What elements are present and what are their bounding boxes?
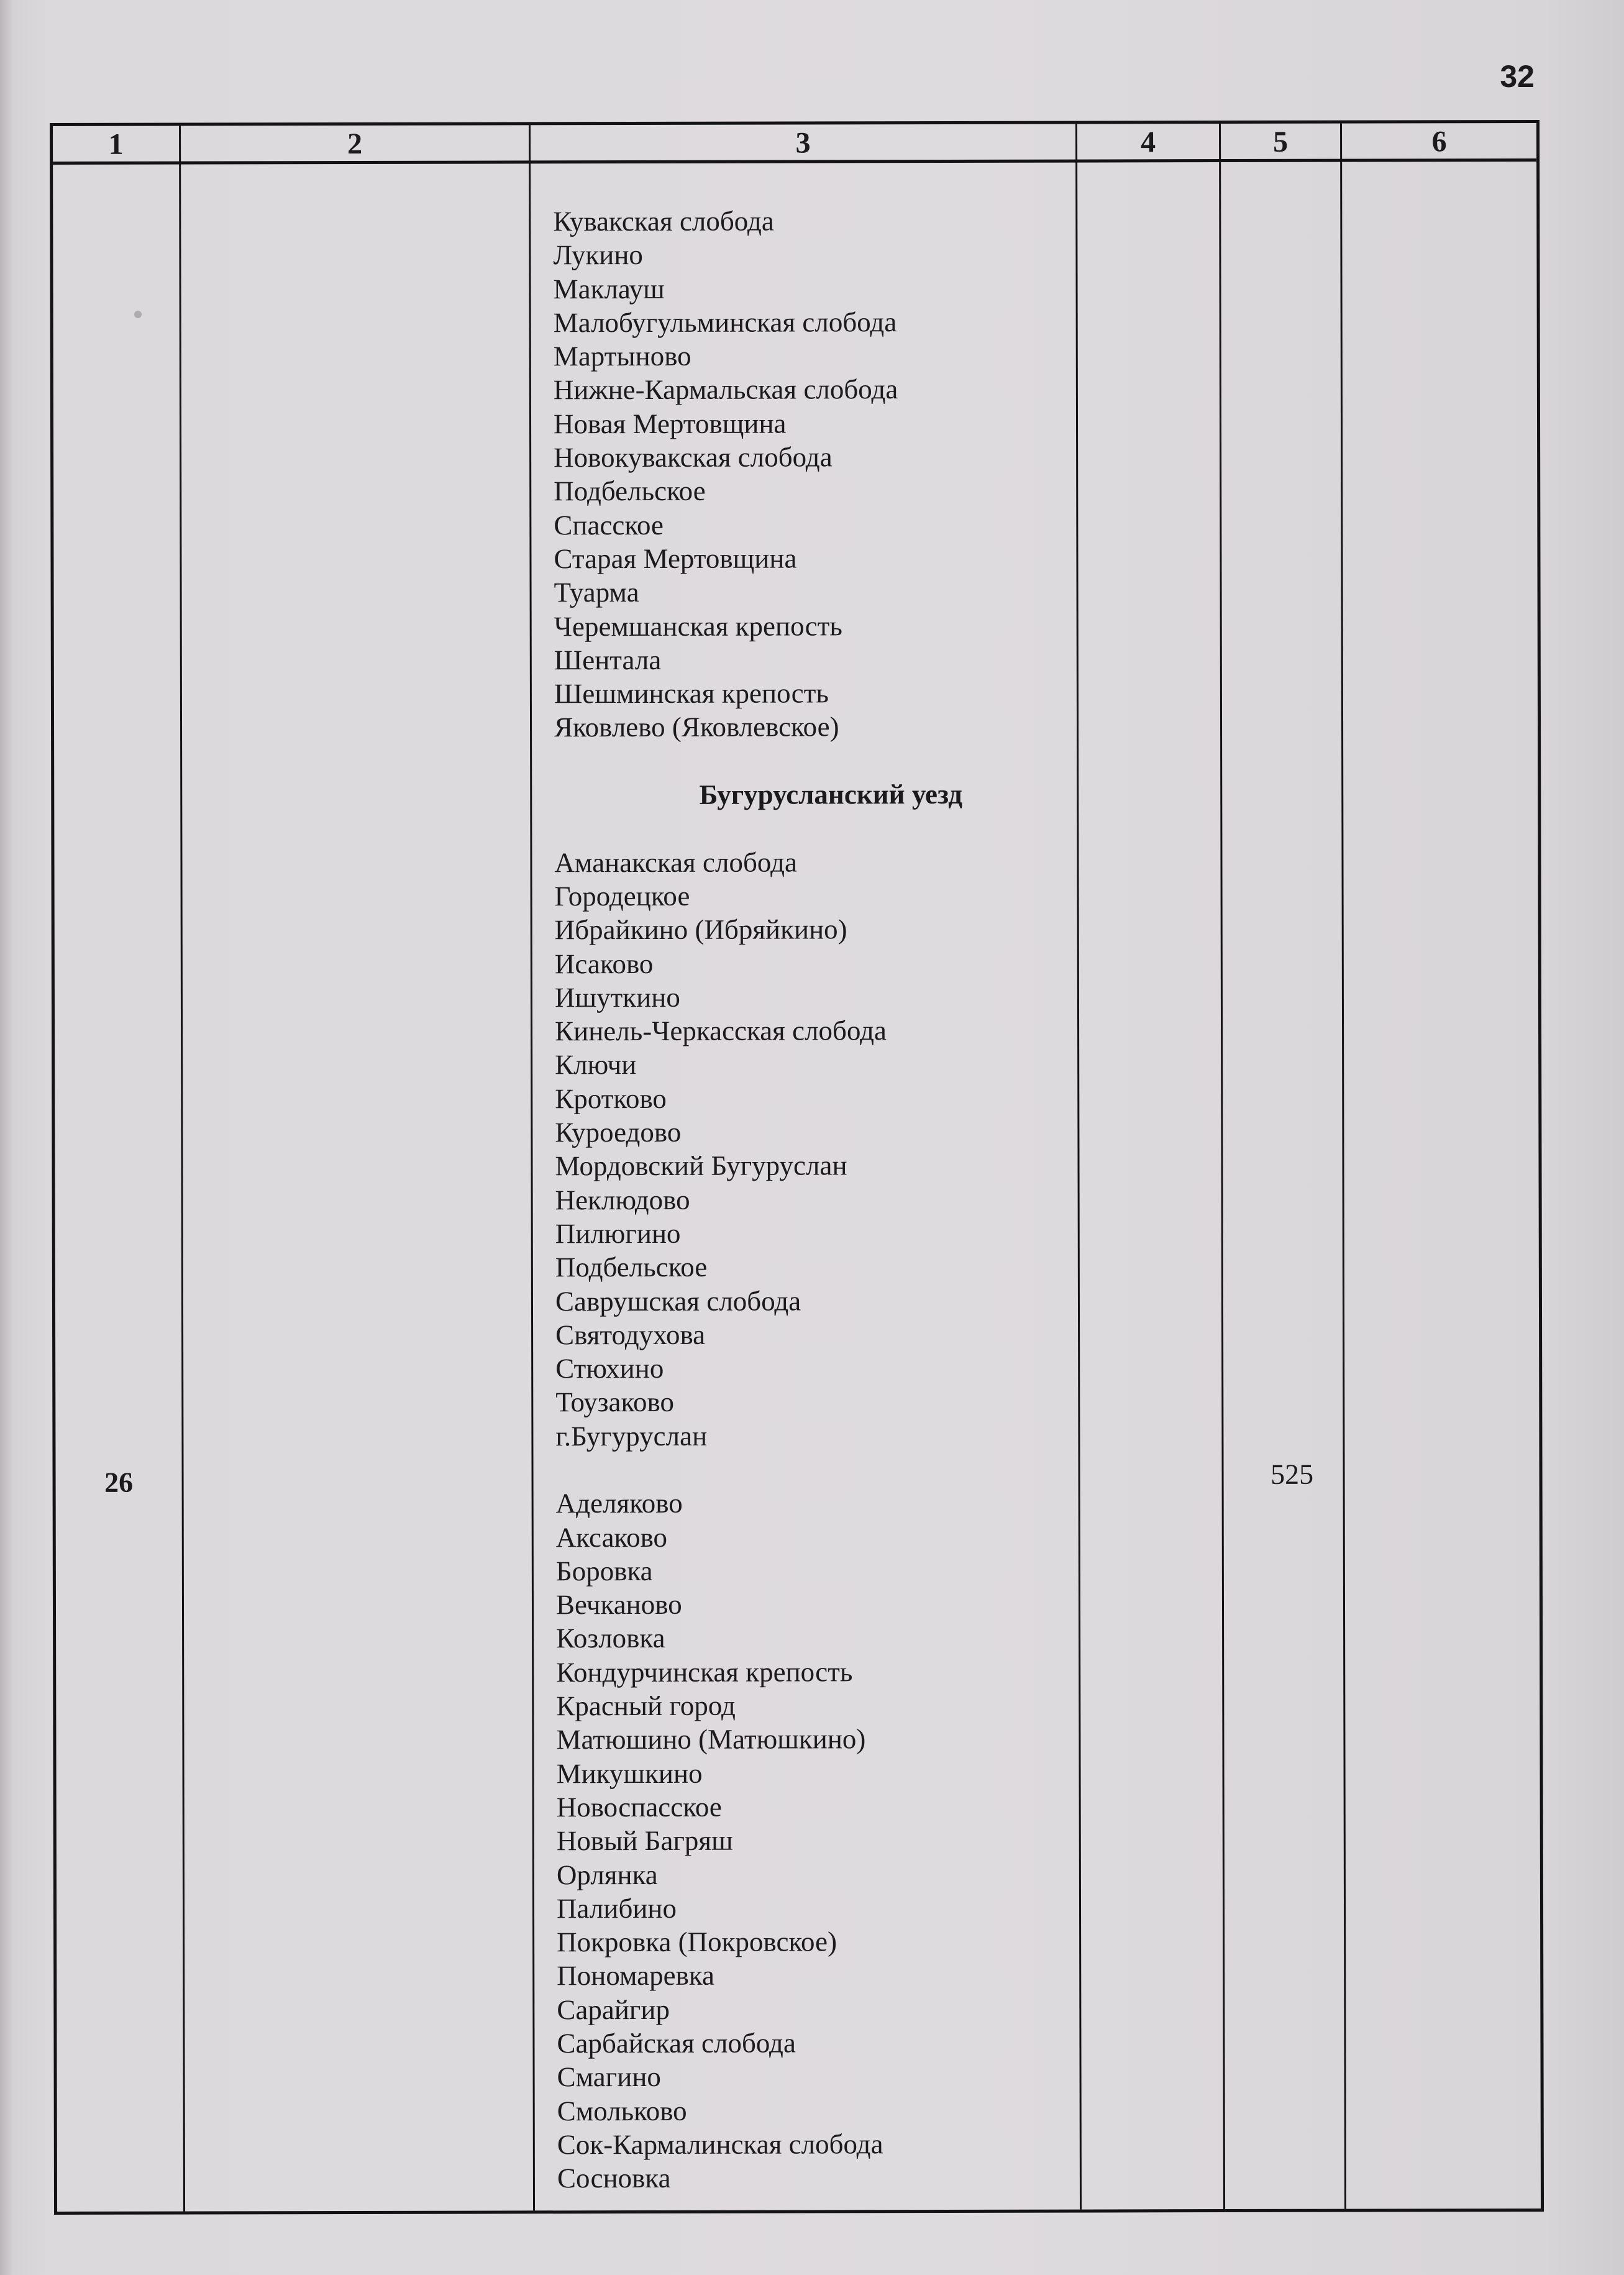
list-item: Кондурчинская крепость [556, 1656, 853, 1688]
column-5-value: 525 [1270, 1458, 1314, 1490]
list-item: Матюшино (Матюшкино) [556, 1723, 866, 1755]
header-cell-3: 3 [795, 126, 811, 160]
header-cell-4: 4 [1141, 126, 1156, 159]
page-edge-shadow [0, 0, 14, 2275]
list-item: Черемшанская крепость [554, 610, 842, 642]
header-cell-2: 2 [347, 127, 363, 160]
list-item: Лукино [553, 239, 643, 271]
spacer [554, 743, 1082, 778]
table-header-row [53, 123, 1536, 165]
header-cell-1: 1 [108, 127, 124, 161]
header-cell-5: 5 [1273, 125, 1289, 158]
list-item: Мартыново [553, 341, 691, 372]
list-item: Ключи [555, 1049, 637, 1081]
list-item: Исаково [554, 948, 654, 979]
list-item: Малобугульминская слобода [553, 306, 897, 339]
list-item: Ибрайкино (Ибряйкино) [554, 913, 847, 946]
list-item: Красный город [556, 1690, 736, 1722]
list-item: Тоузаково [555, 1386, 675, 1418]
column-divider [529, 125, 535, 2210]
list-item: Яковлево (Яковлевское) [554, 711, 839, 743]
list-item: Боровка [555, 1555, 653, 1587]
header-cell-6: 6 [1431, 125, 1447, 158]
list-item: Покровка (Покровское) [557, 1926, 837, 1958]
list-item: Шентала [554, 644, 662, 676]
column-divider [1219, 124, 1225, 2209]
list-item: Пономаревка [557, 1960, 715, 1992]
list-item: Орлянка [556, 1859, 658, 1890]
list-item: Смольково [557, 2095, 687, 2126]
list-item: Новая Мертовщина [553, 408, 787, 440]
list-item: Неклюдово [555, 1184, 690, 1215]
list-item: Мордовский Бугуруслан [555, 1150, 847, 1182]
list-item: Шешминская крепость [554, 677, 829, 710]
list-item: Маклауш [553, 273, 665, 304]
list-item: Аманакская слобода [554, 846, 797, 878]
list-item: Стюхино [555, 1353, 664, 1385]
list-item: г.Бугуруслан [555, 1420, 708, 1452]
list-item: Аксаково [555, 1521, 668, 1553]
list-item: Куроедово [555, 1116, 682, 1148]
list-item: Новый Багряш [556, 1824, 733, 1857]
spacer [554, 811, 1082, 846]
list-item: Ишуткино [554, 981, 680, 1014]
row-number: 26 [104, 1466, 134, 1498]
list-item: Городецкое [554, 880, 690, 912]
list-item: Пилюгино [555, 1217, 681, 1250]
list-item: Микушкино [556, 1757, 703, 1789]
list-item: Сосновка [557, 2163, 671, 2194]
list-item: Вечканово [555, 1589, 682, 1621]
list-item: Старая Мертовщина [554, 542, 797, 575]
list-item: Смагино [557, 2061, 661, 2093]
list-item: Сок-Кармалинская слобода [557, 2128, 883, 2161]
list-item: Сарайгир [557, 1993, 670, 2026]
list-item: Палибино [556, 1892, 677, 1925]
settlement-list [553, 204, 1085, 2195]
list-item: Подбельское [554, 475, 706, 507]
list-item: Саврушская слобода [555, 1284, 801, 1317]
list-item: Новокувакская слобода [554, 441, 833, 474]
column-divider [179, 126, 185, 2212]
list-item: Сарбайская слобода [557, 2027, 796, 2059]
list-item: Спасское [554, 509, 664, 541]
spacer [555, 1452, 1083, 1487]
list-item: Подбельское [555, 1251, 708, 1283]
list-item: Святодухова [555, 1319, 706, 1351]
page-number: 32 [1500, 59, 1535, 94]
list-item: Козловка [556, 1623, 665, 1654]
list-item: Кинель-Черкасская слобода [555, 1015, 887, 1047]
list-item: Новоспасское [556, 1791, 722, 1823]
district-heading: Бугурусланский уезд [699, 778, 963, 810]
list-item: Туарма [554, 577, 639, 608]
data-table [50, 120, 1544, 2215]
list-item: Аделяково [555, 1488, 683, 1519]
column-divider [1340, 124, 1346, 2209]
list-item: Нижне-Кармальская слобода [553, 373, 898, 406]
list-item: Кувакская слобода [553, 205, 774, 237]
list-item: Кротково [555, 1083, 667, 1115]
